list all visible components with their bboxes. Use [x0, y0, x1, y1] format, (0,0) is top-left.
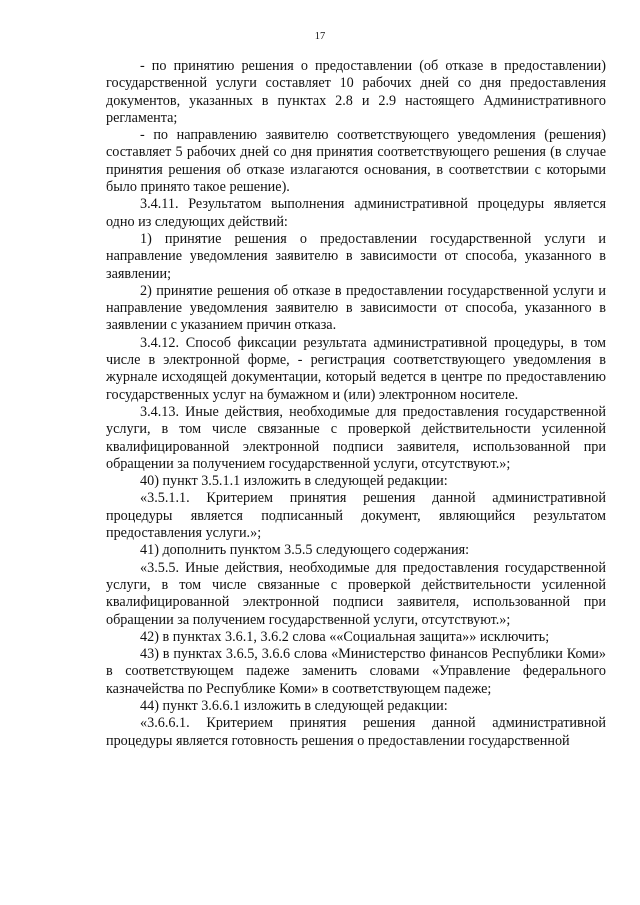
paragraph-3-5-1-1: «3.5.1.1. Критерием принятия решения данной административной процедуры является подписанный документ, являющийся результатом предоставления услуги.»;: [106, 490, 606, 542]
paragraph-item-40: 40) пункт 3.5.1.1 изложить в следующей редакции:: [140, 473, 448, 490]
paragraph-item-43: 43) в пунктах 3.6.5, 3.6.6 слова «Министерство финансов Республики Коми» в соответствующем падеже заменить словами «Управление федерального казначейства по Республике Коми» в соответствующем падеже;: [106, 646, 606, 697]
paragraph-deadline-notification: - по направлению заявителю соответствующего уведомления (решения) составляет 5 рабочих дней со дня принятия соответствующего решения (в случае принятия решения об отказе излагаются основания, в соответствии с которыми было принято такое решение).: [106, 127, 606, 196]
paragraph-3-6-6-1: «3.6.6.1. Критерием принятия решения данной административной процедуры является готовность решения о предоставлении государственной: [106, 715, 606, 749]
paragraph-3-5-5: «3.5.5. Иные действия, необходимые для предоставления государственной услуги, в том числе связанные с проверкой действительности усиленной квалифицированной электронной подписи заявителя, использованной при обращении за получением государственной услуги, отсутствуют.»;: [106, 559, 606, 628]
paragraph-deadline-decision: - по принятию решения о предоставлении (об отказе в предоставлении) государственной услуги составляет 10 рабочих дней со дня предоставления документов, указанных в пунктах 2.8 и 2.9 настоящего Административного регламента;: [106, 58, 606, 126]
paragraph-item-41: 41) дополнить пунктом 3.5.5 следующего содержания:: [140, 542, 470, 559]
paragraph-item-42: 42) в пунктах 3.6.1, 3.6.2 слова ««Социальная защита»» исключить;: [140, 628, 550, 645]
paragraph-item-44: 44) пункт 3.6.6.1 изложить в следующей редакции:: [140, 697, 448, 714]
paragraph-3-4-13: 3.4.13. Иные действия, необходимые для предоставления государственной услуги, в том числе связанные с проверкой действительности усиленной квалифицированной электронной подписи заявителя, использованной при обращении за получением государственной услуги, отсутствуют.»;: [106, 403, 606, 472]
paragraph-result-2: 2) принятие решения об отказе в предоставлении государственной услуги и направление уведомления заявителю в зависимости от способа, указанного в заявлении с указанием причин отказа.: [106, 282, 606, 334]
document-body: [106, 58, 606, 750]
paragraph-result-1: 1) принятие решения о предоставлении государственной услуги и направление уведомления заявителю в зависимости от способа, указанного в заявлении;: [106, 230, 606, 282]
page-number: 17: [314, 31, 326, 42]
paragraph-3-4-12: 3.4.12. Способ фиксации результата административной процедуры, в том числе в электронной форме, - регистрация соответствующего уведомления в журнале исходящей документации, который ведется в центре по предоставлению государственных услуг на бумажном и (или) электронном носителе.: [106, 334, 606, 403]
paragraph-3-4-11: 3.4.11. Результатом выполнения административной процедуры является одно из следующих действий:: [106, 196, 606, 230]
